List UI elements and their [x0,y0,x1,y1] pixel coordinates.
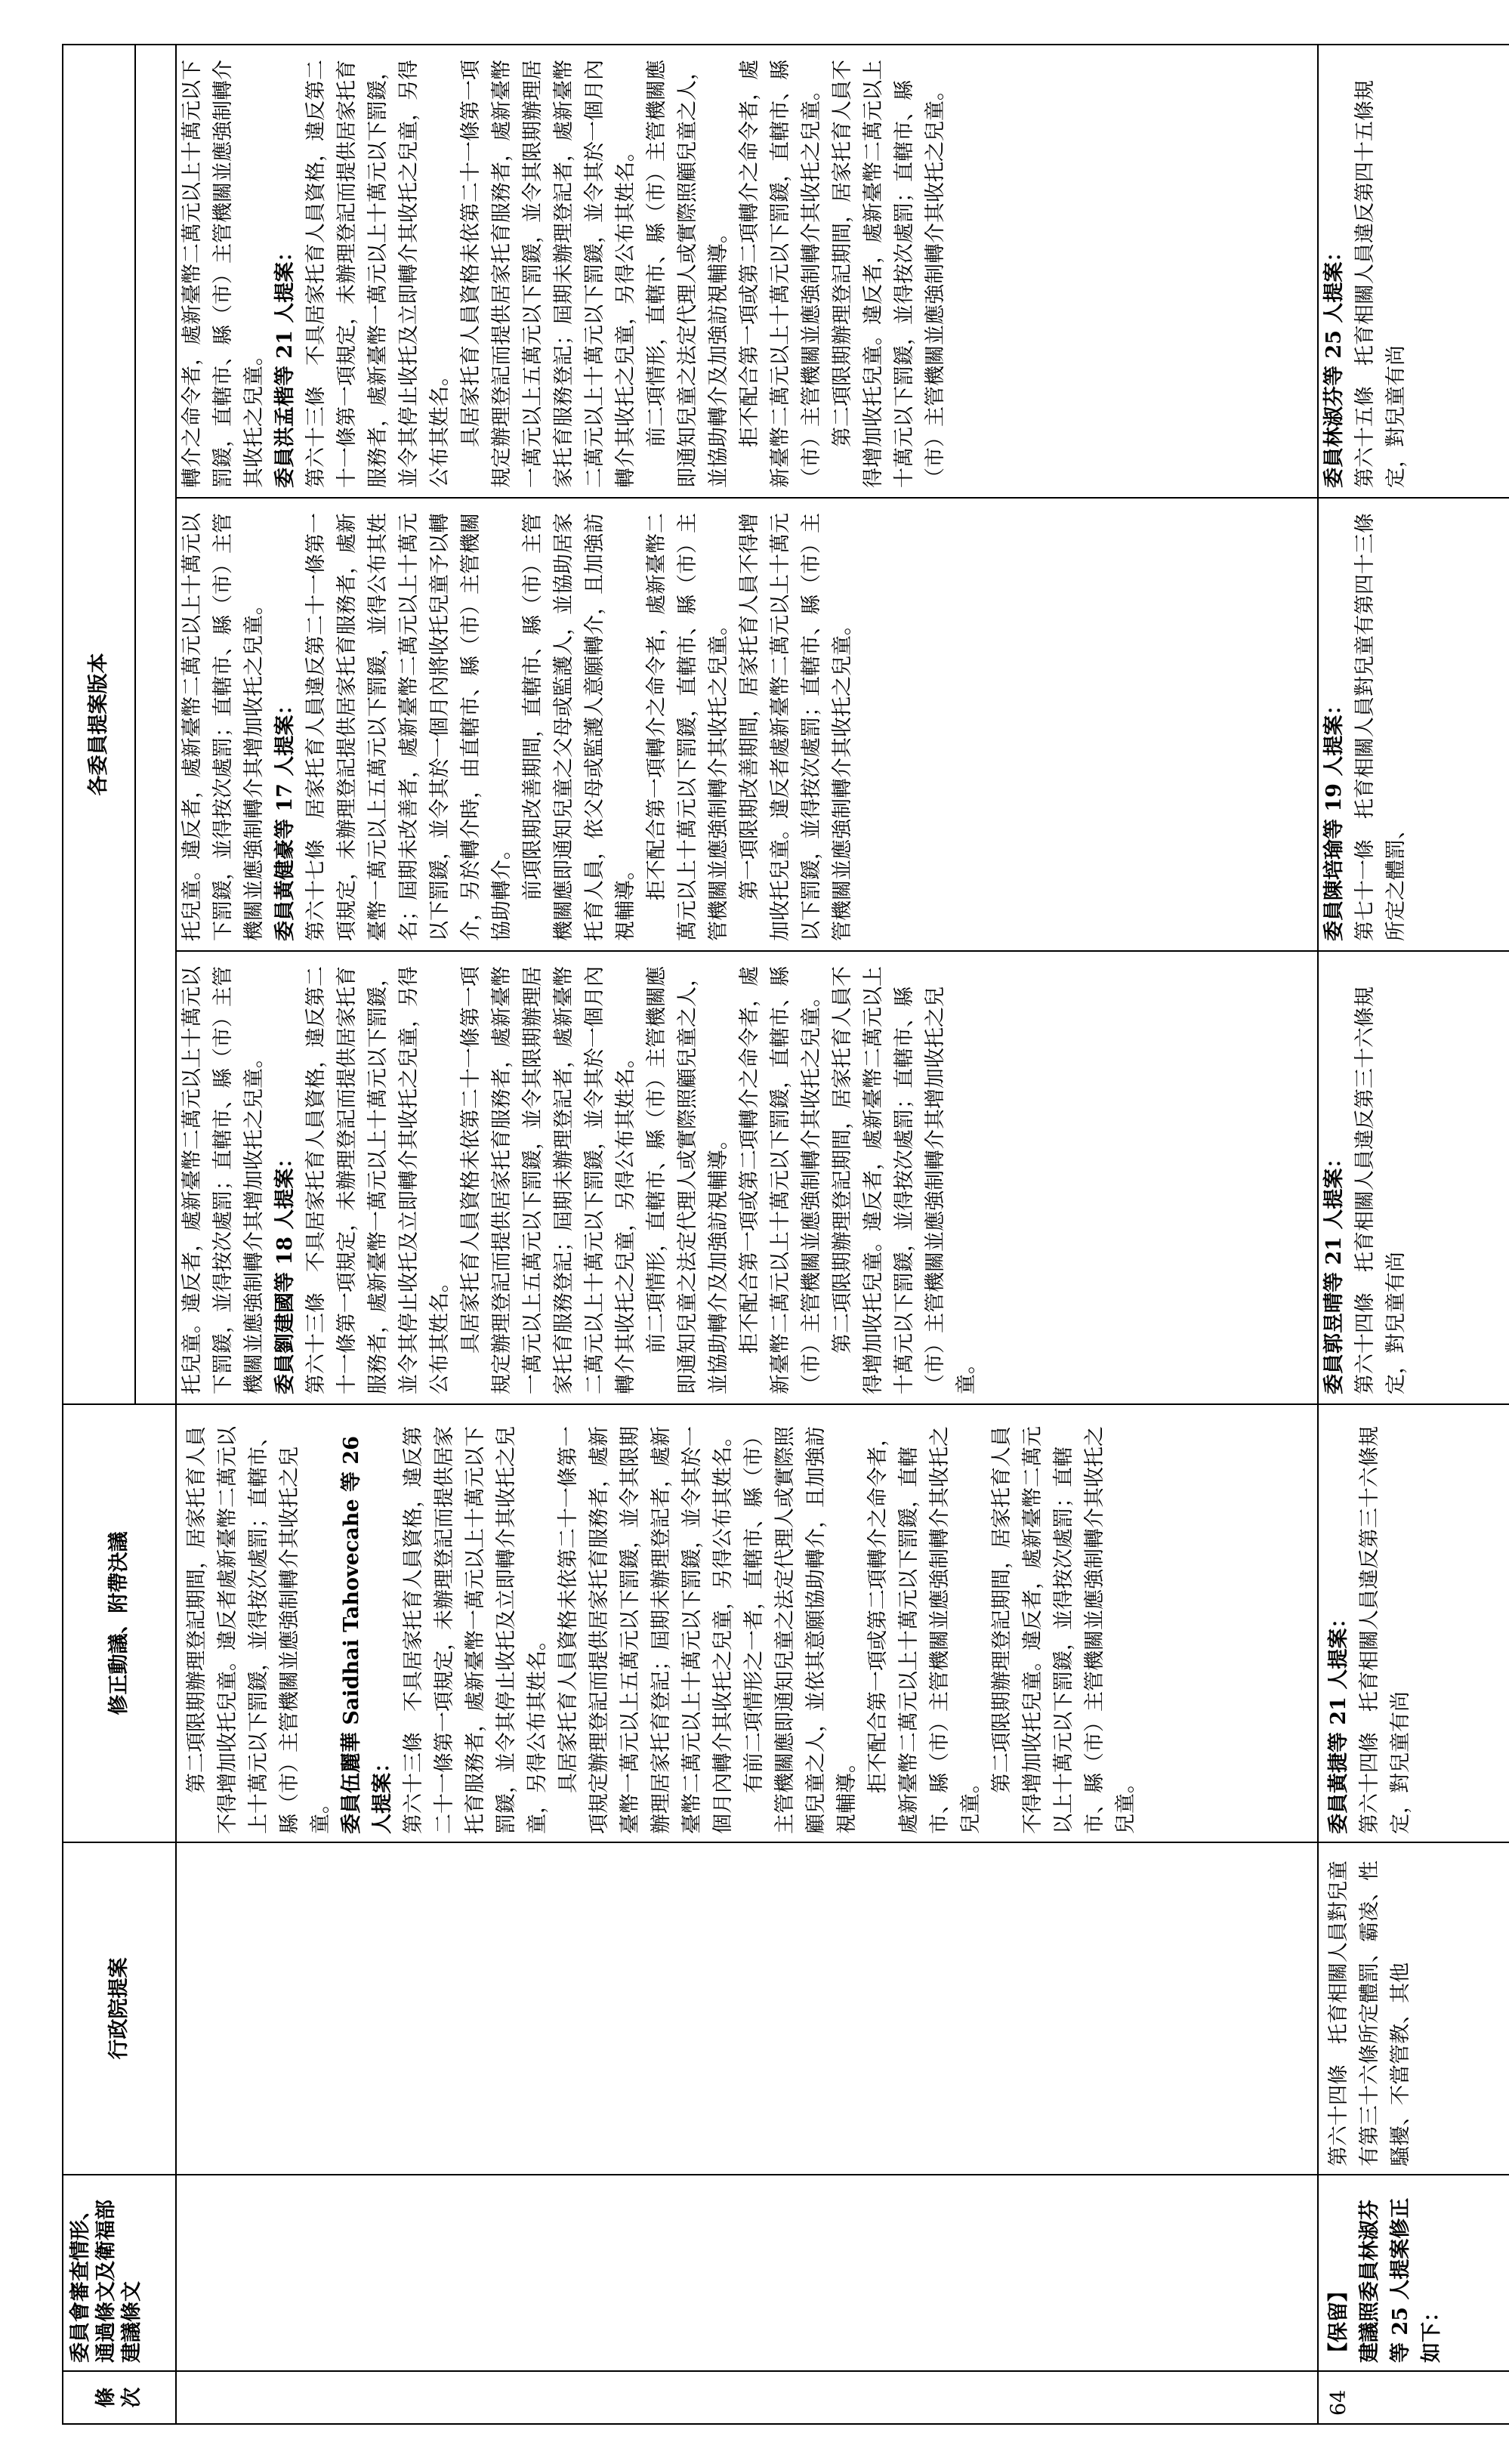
liu-proposal-title: 委員劉建國等 18 人提案： [273,1147,297,1394]
reserved-tag: 【保留】 [1327,2281,1350,2363]
cell-amendments [176,1404,1318,1842]
header-spacer [135,45,176,1404]
huang-para-4: 第一項限期改善期間，居家托育人員不得增加收托兒童。違反者處新臺幣二萬元以上十萬元以下罰鍰，並得按次處罰；直轄市、縣（市）主管機關並應強制轉介其收托之兒童。 [738,513,854,941]
hung-continuation: 轉介之命令者，處新臺幣二萬元以上十萬元以下罰鍰，直轄市、縣（市）主管機關並應強制轉介其收托之兒童。 [181,60,266,488]
liu-para-2: 具居家托育人員資格未依第二十一條第一項規定辦理登記而提供居家托育服務者，處新臺幣一萬元以上五萬元以下罰鍰，並令其限期辦理居家托育服務登記；屆期未辦理登記者，處新臺幣二萬元以上十萬元以下罰鍰，並令其於一個月內轉介其收托之兒童，另得公布其姓名。 [459,966,637,1394]
comparison-table [62,44,1509,2425]
liu-para-4: 拒不配合第一項或第二項轉介之命令者，處新臺幣二萬元以上十萬元以下罰鍰，直轄市、縣（市）主管機關並應強制轉介其收托之兒童。 [738,966,823,1394]
lin-column [1319,45,1509,499]
huang-para-3: 拒不配合第一項轉介之命令者，處新臺幣二萬元以上十萬元以下罰鍰，直轄市、縣（市）主管機關並應強制轉介其收托之兒童。 [645,513,730,941]
exec-article-64: 第六十四條 托育相關人員對兒童有第三十六條所定體罰、霸凌、性騷擾、不當管教、其他 [1327,1860,1412,2166]
huang-column [177,499,1317,952]
header-amendments: 修正動議、附帶決議 [63,1404,176,1842]
huang-proposal-title: 委員黃健豪等 17 人提案： [273,694,297,941]
liu-para-5: 第二項限期辦理登記期間，居家托育人員不得增加收托兒童。違反者，處新臺幣二萬元以上十萬元以下罰鍰，並得按次處罰；直轄市、縣（市）主管機關並應強制轉介其增加收托之兒童。 [831,966,978,1394]
lin-text: 第六十五條 托育相關人員違反第四十五條規定，對兒童有尚 [1353,80,1408,488]
liu-continuation: 托兒童。違反者，處新臺幣二萬元以上十萬元以下罰鍰，並得按次處罰；直轄市、縣（市）主管機關並應強制轉介其增加收托之兒童。 [181,966,266,1394]
wu-para-3: 有前二項情形之一者，直轄市、縣（市）主管機關應即通知兒童之法定代理人或實際照顧兒童之人，並依其意願協助轉介，且加強訪視輔導。 [742,1426,859,1834]
wu-para-4: 拒不配合第一項或第二項轉介之命令者，處新臺幣二萬元以上十萬元以下罰鍰，直轄市、縣（市）主管機關並應強制轉介其收托之兒童。 [866,1426,983,1834]
hung-column [177,45,1317,499]
huang-jie-title: 委員黃捷等 21 人提案： [1327,1607,1350,1834]
kuo-text: 第六十四條 托育相關人員違反第三十六條規定，對兒童有尚 [1353,987,1408,1394]
header-committee: 委員會審查情形、通過條文及衛福部建議條文 [63,2175,176,2371]
chen-column [1319,499,1509,952]
header-member-proposals: 各委員提案版本 [63,45,135,1404]
chen-text: 第七十一條 托育相關人員對兒童有第四十三條所定之體罰、 [1353,513,1408,941]
hung-para-5: 第二項限期辦理登記期間，居家托育人員不得增加收托兒童。違反者，處新臺幣二萬元以上十萬元以下罰鍰，並得按次處罰；直轄市、縣（市）主管機關並應強制轉介其收托之兒童。 [831,60,947,488]
cell-committee-64 [1318,2175,1509,2371]
cell-article-no-64: 64 [1318,2371,1509,2424]
hung-para-1: 第六十三條 不具居家托育人員資格，違反第二十一條第一項規定，未辦理登記而提供居家托育服務者，處新臺幣一萬元以上十萬元以下罰鍰，並令其停止收托及立即轉介其收托之兒童，另得公布其姓名。 [304,60,452,488]
table-row [1318,45,1509,2424]
huang-para-1: 第六十七條 居家托育人員違反第二十一條第一項規定，未辦理登記提供居家托育服務者，處新臺幣一萬元以上五萬元以下罰鍰，並得公布其姓名；屆期未改善者，處新臺幣二萬元以上十萬元以下罰鍰，並令其於一個月內將收托兒童予以轉介，另於轉介時，由直轄市、縣（市）主管機關協助轉介。 [304,513,514,941]
cell-member-proposals-64 [1318,45,1509,1404]
huang-jie-text: 第六十四條 托育相關人員違反第三十六條規定，對兒童有尚 [1358,1426,1412,1834]
wu-para-1: 第六十三條 不具居家托育人員資格，違反第二十一條第一項規定，未辦理登記而提供居家托育服務者，處新臺幣一萬元以上十萬元以下罰鍰，並令其停止收托及立即轉介其收托之兒童，另得公布其姓名。 [402,1426,549,1834]
liu-para-3: 前二項情形，直轄市、縣（市）主管機關應即通知兒童之法定代理人或實際照顧兒童之人，並協助轉介及加強訪視輔導。 [645,966,730,1394]
wu-para-2: 具居家托育人員資格未依第二十一條第一項規定辦理登記而提供居家托育服務者，處新臺幣一萬元以上五萬元以下罰鍰，並令其限期辦理居家托育登記；屆期未辦理登記者，處新臺幣二萬元以上十萬元以下罰鍰，並令其於一個月內轉介其收托之兒童，另得公布其姓名。 [557,1426,735,1834]
huang-continuation: 托兒童。違反者，處新臺幣二萬元以上十萬元以下罰鍰，並得按次處罰；直轄市、縣（市）主管機關並應強制轉介其增加收托之兒童。 [181,513,266,941]
hung-para-4: 拒不配合第一項或第二項轉介之命令者，處新臺幣二萬元以上十萬元以下罰鍰，直轄市、縣（市）主管機關並應強制轉介其收托之兒童。 [738,60,823,488]
liu-column [177,952,1317,1403]
liu-para-1: 第六十三條 不具居家托育人員資格，違反第二十一條第一項規定，未辦理登記而提供居家托育服務者，處新臺幣一萬元以上十萬元以下罰鍰，並令其停止收托及立即轉介其收托之兒童，另得公布其姓名。 [304,966,452,1394]
cell-member-proposals [176,45,1318,1404]
hung-para-3: 前二項情形，直轄市、縣（市）主管機關應即通知兒童之法定代理人或實際照顧兒童之人，並協助轉介及加強訪視輔導。 [645,60,730,488]
cell-amendments-64 [1318,1404,1509,1842]
table-header-row [63,45,135,2424]
wu-proposal-title: 委員伍麗華 Saidhai Tahovecahe 等 26 人提案： [340,1436,394,1834]
header-executive-proposal: 行政院提案 [63,1842,176,2175]
chen-title: 委員陳培瑜等 19 人提案： [1322,694,1346,941]
huang-para-2: 前項限期改善期間，直轄市、縣（市）主管機關應即通知兒童之父母或監護人，並協助居家托育人員，依父母或監護人意願轉介，且加強訪視輔導。 [521,513,637,941]
cell-committee [176,2175,1318,2371]
table-row [176,45,1318,2424]
kuo-title: 委員郭昱晴等 21 人提案： [1322,1147,1346,1394]
hung-para-2: 具居家托育人員資格未依第二十一條第一項規定辦理登記而提供居家托育服務者，處新臺幣一萬元以上五萬元以下罰鍰，並令其限期辦理居家托育服務登記；屆期未辦理登記者，處新臺幣二萬元以上十萬元以下罰鍰，並令其於一個月內轉介其收托之兒童，另得公布其姓名。 [459,60,637,488]
committee-suggestion: 建議照委員林淑芬等 25 人提案修正如下： [1358,2197,1443,2363]
wu-continuation: 第二項限期辦理登記期間，居家托育人員不得增加收托兒童。違反者處新臺幣二萬元以上十萬元以下罰鍰，並得按次處罰；直轄市、縣（市）主管機關並應強制轉介其收托之兒童。 [185,1426,332,1834]
lin-title: 委員林淑芬等 25 人提案： [1322,241,1346,488]
wu-para-5: 第二項限期辦理登記期間，居家托育人員不得增加收托兒童。違反者，處新臺幣二萬元以上十萬元以下罰鍰，並得按次處罰；直轄市、縣（市）主管機關並應強制轉介其收托之兒童。 [990,1426,1137,1834]
header-article-no: 條次 [63,2371,176,2424]
kuo-column [1319,952,1509,1403]
cell-executive-64 [1318,1842,1509,2175]
hung-proposal-title: 委員洪孟楷等 21 人提案： [273,241,297,488]
cell-article-no [176,2371,1318,2424]
cell-executive [176,1842,1318,2175]
